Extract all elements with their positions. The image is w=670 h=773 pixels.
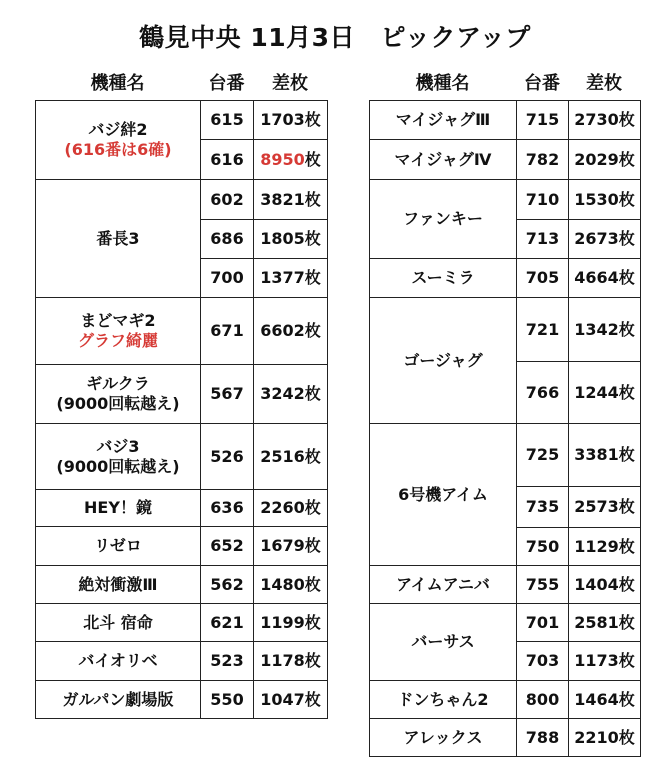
unit-number: 800 [517, 681, 569, 719]
unit-diff: 2210枚 [569, 719, 641, 757]
machine-name: マイジャグⅢ [370, 101, 517, 140]
unit-number: 686 [201, 220, 254, 259]
unit-number: 713 [517, 220, 569, 259]
unit-number: 567 [201, 365, 254, 424]
unit-number: 526 [201, 424, 254, 490]
table-row [370, 140, 641, 180]
left-header-diff: 差枚 [272, 73, 308, 94]
unit-number: 782 [517, 140, 569, 180]
unit-number: 703 [517, 642, 569, 681]
unit-diff: 2516枚 [254, 424, 328, 490]
table-row [370, 180, 641, 220]
unit-number: 615 [201, 101, 254, 140]
unit-diff: 2673枚 [569, 220, 641, 259]
machine-note: グラフ綺麗 [77, 331, 158, 350]
unit-diff: 1342枚 [569, 298, 641, 362]
unit-number: 710 [517, 180, 569, 220]
unit-diff: 1805枚 [254, 220, 328, 259]
unit-diff: 2581枚 [569, 604, 641, 642]
unit-diff: 1047枚 [254, 681, 328, 719]
unit-diff: 1199枚 [254, 604, 328, 642]
unit-number: 705 [517, 259, 569, 298]
unit-diff-unit: 枚 [304, 149, 321, 169]
machine-name: ギルクラ [86, 374, 150, 393]
unit-number: 671 [201, 298, 254, 365]
unit-number: 721 [517, 298, 569, 362]
unit-diff: 1480枚 [254, 566, 328, 604]
machine-name: バイオリベ [36, 642, 201, 681]
table-row [36, 101, 328, 140]
machine-name: 絶対衝激Ⅲ [36, 566, 201, 604]
table-row [370, 424, 641, 487]
table-row [36, 424, 328, 490]
machine-name-cell [36, 101, 201, 180]
machine-name: バジ絆2 [88, 120, 148, 139]
machine-name: マイジャグⅣ [370, 140, 517, 180]
table-row [370, 298, 641, 362]
unit-diff: 1404枚 [569, 566, 641, 604]
unit-diff: 3381枚 [569, 424, 641, 487]
unit-diff [254, 140, 328, 180]
unit-number: 715 [517, 101, 569, 140]
machine-name: バジ3 [96, 436, 140, 456]
unit-diff: 1530枚 [569, 180, 641, 220]
unit-diff: 1679枚 [254, 527, 328, 566]
unit-diff: 2260枚 [254, 490, 328, 527]
machine-name: スーミラ [370, 259, 517, 298]
unit-diff-highlight: 8950 [260, 149, 305, 169]
table-row [36, 298, 328, 365]
unit-number: 755 [517, 566, 569, 604]
unit-number: 750 [517, 528, 569, 566]
unit-diff: 1377枚 [254, 259, 328, 298]
unit-diff: 1129枚 [569, 528, 641, 566]
unit-diff: 1703枚 [254, 101, 328, 140]
unit-number: 766 [517, 362, 569, 424]
machine-name-cell [36, 424, 201, 490]
machine-note: (9000回転越え) [56, 394, 180, 413]
table-row [370, 604, 641, 642]
machine-name: ゴージャグ [370, 298, 517, 424]
machine-note: (9000回転越え) [56, 456, 180, 476]
table-row [36, 527, 328, 566]
unit-diff: 4664枚 [569, 259, 641, 298]
machine-name: ファンキー [370, 180, 517, 259]
unit-diff: 2029枚 [569, 140, 641, 180]
table-row [36, 566, 328, 604]
machine-name-cell [36, 365, 201, 424]
table-row [36, 490, 328, 527]
table-row [36, 365, 328, 424]
right-header-diff: 差枚 [586, 73, 622, 94]
machine-name: 北斗 宿命 [36, 604, 201, 642]
table-row [370, 101, 641, 140]
machine-name: ドンちゃん2 [370, 681, 517, 719]
unit-number: 636 [201, 490, 254, 527]
unit-number: 735 [517, 487, 569, 528]
unit-diff: 2730枚 [569, 101, 641, 140]
unit-number: 523 [201, 642, 254, 681]
machine-name: 番長3 [96, 228, 140, 248]
unit-diff: 6602枚 [254, 298, 328, 365]
left-pickup-table [35, 100, 328, 719]
table-row [36, 642, 328, 681]
table-row [36, 681, 328, 719]
unit-number: 602 [201, 180, 254, 220]
unit-diff: 1173枚 [569, 642, 641, 681]
machine-name: HEY！鏡 [36, 490, 201, 527]
table-row [36, 180, 328, 220]
unit-number: 550 [201, 681, 254, 719]
unit-number: 700 [201, 259, 254, 298]
unit-number: 562 [201, 566, 254, 604]
unit-diff: 2573枚 [569, 487, 641, 528]
unit-number: 725 [517, 424, 569, 487]
machine-name: 6号機アイム [370, 424, 517, 566]
machine-name: アレックス [370, 719, 517, 757]
machine-name: アイムアニバ [370, 566, 517, 604]
unit-number: 788 [517, 719, 569, 757]
table-row [370, 719, 641, 757]
machine-name: バーサス [370, 604, 517, 681]
machine-name: まどマギ2 [80, 311, 156, 330]
unit-diff: 1244枚 [569, 362, 641, 424]
left-header-machine: 機種名 [90, 73, 145, 94]
machine-name-cell [36, 298, 201, 365]
unit-number: 616 [201, 140, 254, 180]
unit-number: 652 [201, 527, 254, 566]
table-row [370, 681, 641, 719]
left-header-number: 台番 [208, 73, 245, 94]
unit-number: 621 [201, 604, 254, 642]
page-title: 鶴見中央 11月3日 ピックアップ [139, 23, 531, 52]
unit-number: 701 [517, 604, 569, 642]
unit-diff: 3242枚 [254, 365, 328, 424]
unit-diff: 3821枚 [254, 180, 328, 220]
machine-name-cell [36, 180, 201, 298]
unit-diff: 1178枚 [254, 642, 328, 681]
right-header-number: 台番 [524, 73, 560, 94]
right-header-machine: 機種名 [415, 73, 470, 94]
machine-name: ガルパン劇場版 [36, 681, 201, 719]
right-pickup-table [369, 100, 641, 757]
unit-diff: 1464枚 [569, 681, 641, 719]
table-row [36, 604, 328, 642]
machine-note: (616番は6確) [64, 140, 172, 159]
table-row [370, 566, 641, 604]
table-row [370, 259, 641, 298]
machine-name: リゼロ [36, 527, 201, 566]
